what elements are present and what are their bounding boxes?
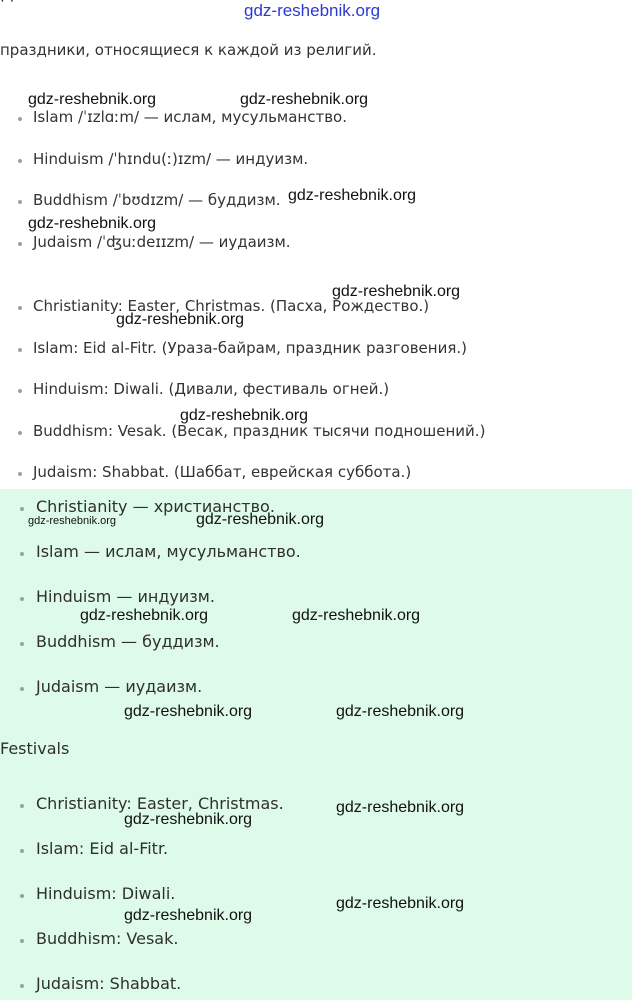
bullet-icon [20, 894, 24, 898]
bullet-icon [20, 552, 24, 556]
bullet-icon [18, 159, 22, 163]
bullet-icon [18, 389, 22, 393]
watermark: gdz-reshebnik.org [180, 407, 309, 424]
watermark: gdz-reshebnik.org [336, 799, 465, 816]
bullet-icon [20, 507, 24, 511]
watermark: gdz-reshebnik.org [28, 515, 117, 527]
watermark: gdz-reshebnik.org [332, 283, 461, 300]
watermark: gdz-reshebnik.org [336, 703, 465, 720]
bullet-icon [20, 849, 24, 853]
watermark: gdz-reshebnik.org [292, 607, 421, 624]
watermark: gdz-reshebnik.org [116, 311, 245, 328]
cropped-text-fragment: · · [0, 0, 15, 10]
watermark: gdz-reshebnik.org [336, 895, 465, 912]
festivals-heading: Festivals [0, 739, 70, 758]
bullet-icon [18, 242, 22, 246]
bullet-icon [20, 642, 24, 646]
watermark: gdz-reshebnik.org [240, 91, 369, 108]
bullet-icon [20, 984, 24, 988]
watermark: gdz-reshebnik.org [288, 187, 417, 204]
bullet-icon [20, 597, 24, 601]
bullet-icon [18, 431, 22, 435]
watermark: gdz-reshebnik.org [80, 607, 209, 624]
bullet-icon [18, 472, 22, 476]
bullet-icon [18, 306, 22, 310]
bullet-icon [20, 687, 24, 691]
bullet-icon [18, 200, 22, 204]
watermark: gdz-reshebnik.org [124, 703, 253, 720]
intro-text: праздники, относящиеся к каждой из религий. [0, 41, 377, 59]
watermark: gdz-reshebnik.org [28, 91, 157, 108]
watermark: gdz-reshebnik.org [244, 1, 381, 20]
answer-block: Christianity — христианство. Islam — ислам, мусульманство. Hinduism — индуизм. Buddhism — буддизм. Judaism — иудаизм. Festivals Christianity: Easter, Christmas. Islam: Eid al-Fitr. Hinduism: Diwali. Buddhism: Vesak. Judaism: Shabbat. [0, 489, 632, 1000]
watermark: gdz-reshebnik.org [124, 811, 253, 828]
watermark: gdz-reshebnik.org [196, 511, 325, 528]
bullet-icon [18, 117, 22, 121]
bullet-icon [20, 939, 24, 943]
bullet-icon [18, 348, 22, 352]
watermark: gdz-reshebnik.org [124, 907, 253, 924]
bullet-icon [20, 804, 24, 808]
watermark: gdz-reshebnik.org [28, 215, 157, 232]
